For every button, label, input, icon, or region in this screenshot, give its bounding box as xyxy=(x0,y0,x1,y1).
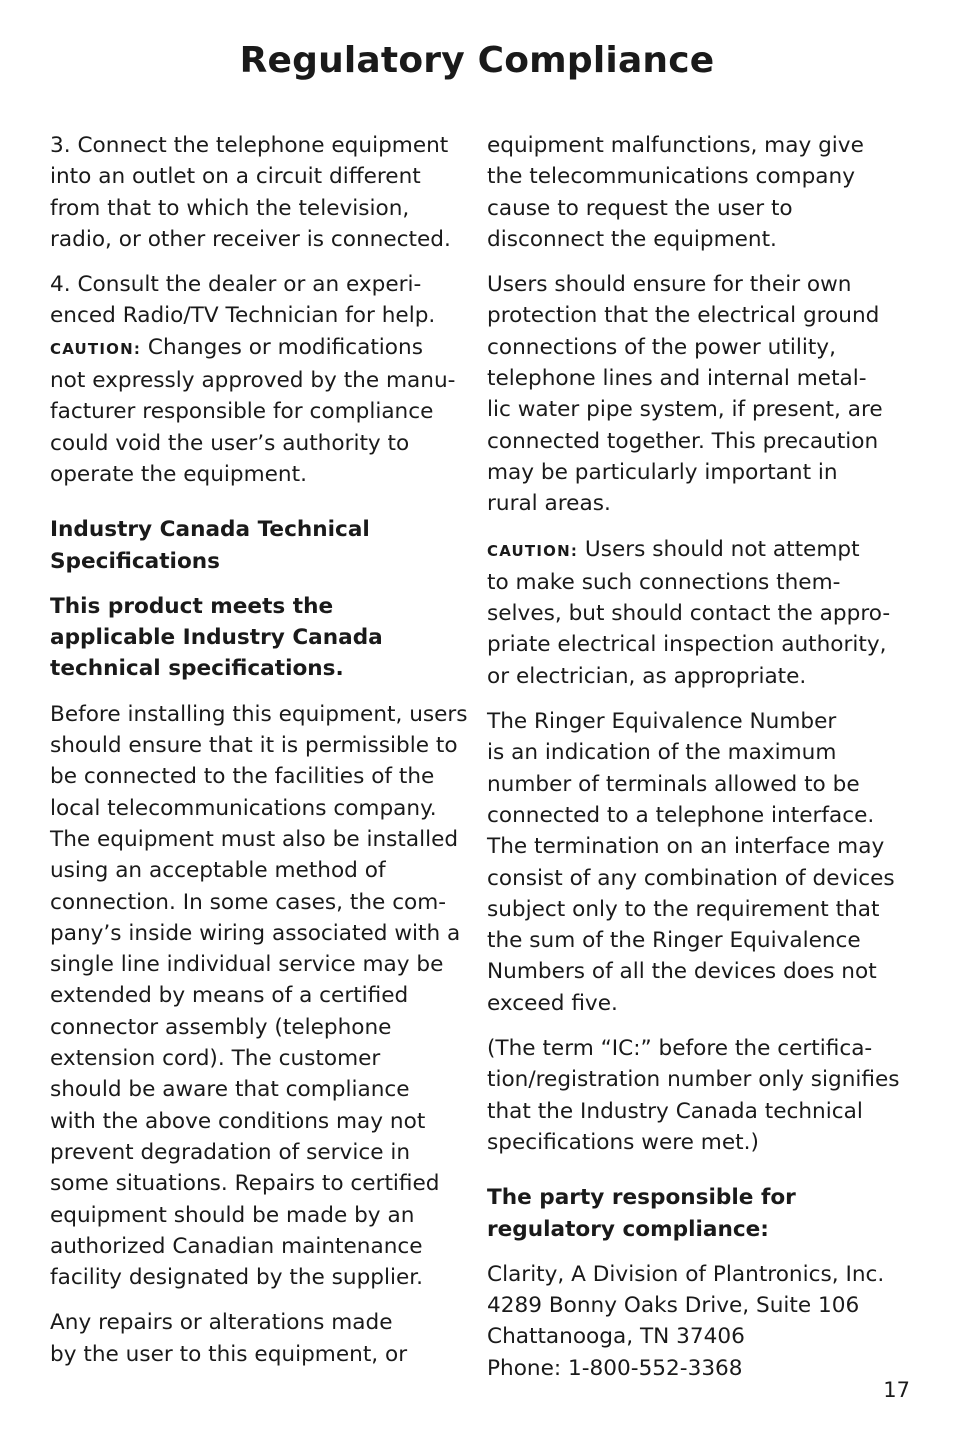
heading-line: Industry Canada Technical xyxy=(50,517,370,543)
text-line: some situations. Repairs to certified xyxy=(50,1171,440,1197)
text-line: the sum of the Ringer Equivalence xyxy=(487,928,861,954)
caution-text: Users should not attempt xyxy=(578,536,860,562)
text-line: into an outlet on a circuit different xyxy=(50,164,421,190)
paragraph-ic-note xyxy=(487,1033,900,1158)
text-line: subject only to the requirement that xyxy=(487,896,880,922)
text-line: facturer responsible for compliance xyxy=(50,399,434,425)
text-line: number of terminals allowed to be xyxy=(487,771,860,797)
text-line: single line individual service may be xyxy=(50,952,444,978)
heading-line: applicable Industry Canada xyxy=(50,625,383,651)
text-line: radio, or other receiver is connected. xyxy=(50,226,451,252)
text-line: selves, but should contact the appro- xyxy=(487,601,891,627)
text-line: cause to request the user to xyxy=(487,195,793,221)
text-line: should ensure that it is permissible to xyxy=(50,733,458,759)
text-line: connection. In some cases, the com- xyxy=(50,889,447,915)
text-line: local telecommunications company. xyxy=(50,795,437,821)
text-line: that the Industry Canada technical xyxy=(487,1098,863,1124)
text-line: prevent degradation of service in xyxy=(50,1139,411,1165)
text-line: telephone lines and internal metal- xyxy=(487,366,867,392)
right-column xyxy=(487,130,900,1384)
paragraph-continuation xyxy=(487,130,887,255)
text-line: The termination on an interface may xyxy=(487,834,885,860)
section-subheading xyxy=(50,591,450,685)
text-line: priate electrical inspection authority, xyxy=(487,632,887,658)
text-line: tion/registration number only signifies xyxy=(487,1067,900,1093)
left-column xyxy=(50,130,468,1370)
heading-line: technical specifications. xyxy=(50,656,344,682)
text-line: Numbers of all the devices does not xyxy=(487,959,877,985)
paragraph-installation xyxy=(50,699,468,1294)
text-line: to make such connections them- xyxy=(487,569,841,595)
heading-line: regulatory compliance: xyxy=(487,1216,769,1242)
text-line: Before installing this equipment, users xyxy=(50,701,468,727)
address-line: 4289 Bonny Oaks Drive, Suite 106 xyxy=(487,1293,860,1319)
text-line: enced Radio/TV Technician for help. xyxy=(50,303,436,329)
address-line: Clarity, A Division of Plantronics, Inc. xyxy=(487,1261,885,1287)
text-line: could void the user’s authority to xyxy=(50,430,410,456)
text-line: equipment malfunctions, may give xyxy=(487,133,864,158)
responsible-party-address xyxy=(487,1259,887,1384)
caution-line xyxy=(487,534,887,567)
text-line: Any repairs or alterations made xyxy=(50,1310,393,1336)
heading-line: Specifications xyxy=(50,548,221,574)
caution-label: CAUTION: xyxy=(50,339,142,358)
text-line: by the user to this equipment, or xyxy=(50,1341,408,1367)
address-line: Phone: 1-800-552-3368 xyxy=(487,1355,743,1381)
paragraph-ground xyxy=(487,269,887,519)
text-line: protection that the electrical ground xyxy=(487,303,880,329)
paragraph-item-3 xyxy=(50,130,450,255)
caution-label: CAUTION: xyxy=(487,541,579,560)
text-line: rural areas. xyxy=(487,491,611,517)
paragraph-ringer-equivalence xyxy=(487,706,895,1019)
text-line: consist of any combination of devices xyxy=(487,865,895,891)
heading-line: This product meets the xyxy=(50,593,334,619)
text-line: be connected to the facilities of the xyxy=(50,764,435,790)
text-line: connected together. This precaution xyxy=(487,428,879,454)
caution-text: Changes or modifications xyxy=(141,334,423,360)
text-line: extension cord). The customer xyxy=(50,1046,381,1072)
text-line: or electrician, as appropriate. xyxy=(487,663,807,689)
heading-line: The party responsible for xyxy=(487,1185,796,1211)
text-line: lic water pipe system, if present, are xyxy=(487,397,883,423)
text-line: extended by means of a certified xyxy=(50,983,409,1009)
text-line: should be aware that compliance xyxy=(50,1077,410,1103)
page-title: Regulatory Compliance xyxy=(239,40,715,81)
paragraph-repairs xyxy=(50,1307,450,1370)
text-line: not expressly approved by the manu- xyxy=(50,368,456,394)
text-line: is an indication of the maximum xyxy=(487,740,837,766)
caution-line xyxy=(50,332,450,365)
paragraph-caution xyxy=(487,534,891,692)
text-line: pany’s inside wiring associated with a xyxy=(50,920,461,946)
text-line: from that to which the television, xyxy=(50,195,410,221)
text-line: authorized Canadian maintenance xyxy=(50,1233,423,1259)
text-line: connected to a telephone interface. xyxy=(487,802,875,828)
text-line: connector assembly (telephone xyxy=(50,1014,392,1040)
text-line: (The term “IC:” before the certifica- xyxy=(487,1036,873,1062)
text-line: may be particularly important in xyxy=(487,459,838,485)
text-line: specifications were met.) xyxy=(487,1129,759,1155)
text-line: using an acceptable method of xyxy=(50,858,386,884)
page-number: 17 xyxy=(883,1378,910,1402)
paragraph-item-4 xyxy=(50,269,456,490)
text-line: disconnect the equipment. xyxy=(487,226,777,252)
text-line: with the above conditions may not xyxy=(50,1108,426,1134)
text-line: exceed five. xyxy=(487,990,618,1016)
text-line: 3. Connect the telephone equipment xyxy=(50,133,449,158)
text-line: equipment should be made by an xyxy=(50,1202,415,1228)
text-line: 4. Consult the dealer or an experi- xyxy=(50,272,422,298)
text-line: the telecommunications company xyxy=(487,164,855,190)
address-line: Chattanooga, TN 37406 xyxy=(487,1324,745,1350)
text-line: The equipment must also be installed xyxy=(50,826,459,852)
text-line: connections of the power utility, xyxy=(487,334,836,360)
text-line: The Ringer Equivalence Number xyxy=(487,709,837,735)
text-line: Users should ensure for their own xyxy=(487,272,852,298)
text-line: facility designated by the supplier. xyxy=(50,1265,424,1291)
responsible-party-heading xyxy=(487,1182,887,1245)
section-heading xyxy=(50,514,450,577)
text-line: operate the equipment. xyxy=(50,461,307,487)
